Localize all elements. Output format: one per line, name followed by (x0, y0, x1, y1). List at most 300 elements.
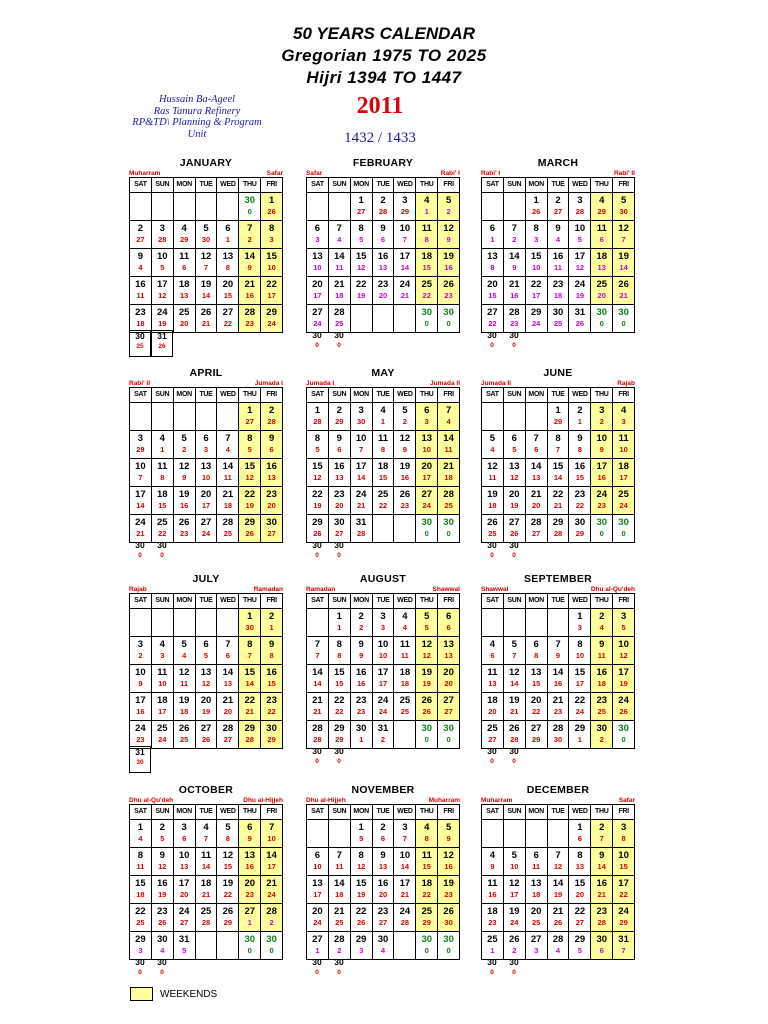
hijri-day: 29 (597, 207, 606, 216)
gregorian-day: 25 (596, 279, 608, 290)
day-header: MON (526, 805, 548, 819)
gregorian-day: 26 (178, 517, 190, 528)
hijri-day: 30 (619, 207, 628, 216)
hijri-month-end: Rajab (617, 380, 635, 387)
empty-cell (613, 305, 634, 332)
hijri-day: 5 (577, 946, 582, 955)
hijri-day: 24 (201, 529, 211, 538)
gregorian-day: 28 (222, 517, 234, 528)
overflow-cell (328, 746, 350, 766)
gregorian-day: 1 (137, 822, 144, 833)
gregorian-day: 16 (266, 461, 277, 472)
day-cell (152, 249, 174, 276)
day-cell (196, 249, 218, 276)
day-cell (152, 277, 174, 304)
hijri-day: 20 (335, 501, 344, 510)
gregorian-day: 15 (135, 878, 146, 889)
day-cell (307, 459, 329, 486)
gregorian-day: 17 (135, 489, 146, 500)
hijri-day: 5 (160, 263, 165, 272)
day-cell (438, 876, 459, 903)
day-cell (394, 403, 416, 430)
week-row (307, 277, 459, 305)
day-cell (613, 637, 634, 664)
hijri-day: 1 (577, 735, 582, 744)
day-header: SUN (152, 388, 174, 402)
day-cell (482, 904, 504, 931)
hijri-day: 7 (402, 235, 407, 244)
gregorian-day: 20 (530, 695, 542, 706)
day-header-row (307, 388, 459, 403)
hijri-day: 14 (201, 291, 211, 300)
day-header: SAT (307, 178, 329, 192)
hijri-day: 13 (488, 679, 497, 688)
hijri-day: 29 (136, 445, 145, 454)
hijri-day: 3 (577, 623, 582, 632)
day-cell (548, 193, 570, 220)
day-cell (329, 665, 351, 692)
day-cell (438, 221, 459, 248)
gregorian-day: 7 (314, 639, 321, 650)
day-cell (196, 820, 218, 847)
day-header: MON (174, 388, 196, 402)
gregorian-day: 30 (509, 330, 519, 340)
day-cell (261, 305, 282, 332)
hijri-day: 11 (136, 291, 145, 300)
gregorian-day: 7 (225, 639, 231, 650)
day-cell (504, 249, 526, 276)
hijri-day: 28 (597, 918, 606, 927)
day-cell (239, 693, 261, 720)
day-cell (239, 848, 261, 875)
hijri-day: 15 (422, 862, 431, 871)
hijri-day: 2 (380, 735, 386, 744)
gregorian-day: 7 (555, 639, 561, 650)
day-header: WED (569, 594, 591, 608)
day-cell (504, 848, 526, 875)
gregorian-day: 8 (577, 639, 583, 650)
week-row (482, 487, 634, 515)
hijri-month-start: Rabi' II (129, 380, 151, 387)
hijri-day: 29 (553, 417, 563, 426)
day-cell (526, 277, 548, 304)
gregorian-day: 3 (159, 223, 165, 234)
day-cell (196, 221, 218, 248)
hijri-day: 0 (337, 969, 341, 976)
day-header: FRI (266, 597, 277, 604)
empty-cell (373, 515, 395, 542)
hijri-day: 0 (599, 529, 604, 538)
hijri-day: 5 (577, 235, 582, 244)
gregorian-day: 12 (399, 433, 411, 444)
day-cell (307, 637, 329, 664)
hijri-day: 3 (269, 235, 274, 244)
hijri-day: 17 (313, 291, 322, 300)
overflow-cell (151, 330, 173, 357)
hijri-day: 22 (267, 707, 276, 716)
hijri-day: 11 (335, 862, 344, 871)
gregorian-day: 4 (159, 639, 165, 650)
hijri-day: 17 (378, 679, 388, 688)
hijri-day: 17 (531, 291, 541, 300)
hijri-day: 2 (337, 946, 342, 955)
hijri-day: 18 (597, 679, 606, 688)
gregorian-day: 13 (487, 251, 498, 262)
day-header: SAT (130, 805, 152, 819)
gregorian-day: 9 (599, 850, 605, 861)
gregorian-day: 23 (574, 489, 586, 500)
day-cell (329, 932, 351, 959)
hijri-day: 0 (446, 735, 451, 744)
gregorian-day: 2 (358, 611, 364, 622)
week-row (482, 665, 634, 693)
hijri-day: 1 (225, 235, 230, 244)
gregorian-day: 30 (266, 517, 277, 528)
day-cell (591, 876, 613, 903)
day-header: SAT (307, 805, 329, 819)
hijri-day: 28 (313, 417, 322, 426)
hijri-day: 10 (313, 862, 322, 871)
hijri-day: 15 (378, 473, 388, 482)
gregorian-day: 13 (443, 639, 454, 650)
gregorian-day: 30 (618, 307, 629, 318)
day-header: SUN (329, 594, 351, 608)
hijri-day: 16 (510, 291, 519, 300)
week-row (482, 876, 634, 904)
hijri-day: 27 (245, 417, 254, 426)
month-name: MAY (371, 367, 395, 379)
hijri-day: 0 (269, 946, 274, 955)
hijri-day: 5 (160, 834, 165, 843)
gregorian-day: 11 (421, 850, 432, 861)
hijri-day: 23 (179, 529, 189, 538)
day-cell (261, 665, 282, 692)
hijri-day: 24 (422, 501, 431, 510)
hijri-day: 7 (203, 263, 209, 272)
hijri-day: 22 (422, 291, 431, 300)
gregorian-day: 25 (421, 279, 433, 290)
month-grid (306, 177, 460, 333)
month-grid (129, 387, 283, 543)
hijri-day: 19 (245, 501, 254, 510)
hijri-day: 22 (158, 529, 167, 538)
day-header: MON (174, 178, 196, 192)
hijri-day: 4 (555, 235, 561, 244)
hijri-day: 1 (160, 445, 165, 454)
day-cell (196, 693, 218, 720)
day-cell (394, 848, 416, 875)
day-cell (351, 515, 373, 542)
hijri-day: 6 (599, 235, 604, 244)
hijri-day: 28 (356, 529, 366, 538)
gregorian-day: 25 (178, 307, 190, 318)
week-row (307, 693, 459, 721)
gregorian-day: 3 (358, 405, 364, 416)
gregorian-day: 2 (159, 822, 165, 833)
gregorian-day: 25 (157, 723, 168, 734)
gregorian-day: 4 (159, 433, 165, 444)
hijri-day: 29 (335, 735, 344, 744)
day-cell (394, 904, 416, 931)
gregorian-day: 6 (225, 223, 231, 234)
gregorian-day: 11 (179, 251, 190, 262)
day-cell (217, 515, 239, 542)
day-cell (307, 721, 329, 748)
month-grid (481, 593, 635, 749)
hijri-day: 1 (315, 946, 320, 955)
gregorian-day: 1 (314, 405, 321, 416)
empty-cell (196, 403, 218, 430)
gregorian-day: 6 (489, 223, 496, 234)
day-cell (174, 721, 196, 748)
gregorian-day: 5 (181, 639, 187, 650)
hijri-day: 6 (577, 834, 582, 843)
day-header: SUN (329, 388, 351, 402)
day-cell (504, 637, 526, 664)
day-cell (548, 431, 570, 458)
overflow-cell (503, 746, 525, 766)
day-cell (504, 904, 526, 931)
hijri-month-end: Dhu al-Hijjeh (243, 797, 283, 804)
hijri-day: 26 (575, 319, 585, 328)
gregorian-day: 10 (596, 433, 608, 444)
week-row (307, 403, 459, 431)
gregorian-day: 25 (200, 906, 212, 917)
day-cell (261, 193, 282, 220)
hijri-day: 3 (138, 946, 143, 955)
gregorian-day: 28 (509, 307, 520, 318)
gregorian-day: 16 (355, 667, 367, 678)
day-cell (152, 221, 174, 248)
day-cell (174, 221, 196, 248)
day-cell (152, 459, 174, 486)
hijri-day: 22 (335, 707, 344, 716)
month-name: JANUARY (179, 157, 233, 169)
hijri-day: 16 (444, 862, 453, 871)
hijri-day: 5 (621, 623, 626, 632)
day-cell (613, 693, 634, 720)
gregorian-day: 15 (355, 251, 367, 262)
gregorian-day: 14 (552, 667, 564, 678)
month-name: DECEMBER (526, 784, 590, 796)
day-cell (569, 848, 591, 875)
day-header: SAT (130, 388, 152, 402)
gregorian-day: 11 (377, 433, 389, 444)
day-header-row (130, 805, 282, 820)
gregorian-day: 4 (620, 405, 627, 416)
day-header: THU (416, 178, 438, 192)
day-cell (217, 305, 239, 332)
gregorian-day: 8 (247, 433, 253, 444)
day-cell (613, 932, 634, 959)
gregorian-day: 15 (312, 461, 323, 472)
day-cell (329, 637, 351, 664)
gregorian-day: 11 (157, 667, 168, 678)
day-header-row (307, 594, 459, 609)
gregorian-day: 26 (509, 723, 520, 734)
gregorian-day: 30 (157, 540, 167, 550)
day-cell (261, 820, 282, 847)
gregorian-day: 30 (421, 307, 433, 318)
day-cell (152, 932, 174, 959)
gregorian-day: 11 (421, 223, 432, 234)
empty-cell (438, 721, 459, 748)
hijri-day: 12 (553, 862, 563, 871)
day-cell (351, 221, 373, 248)
day-header: TUE (548, 178, 570, 192)
gregorian-day: 29 (355, 934, 367, 945)
day-cell (152, 665, 174, 692)
day-cell (152, 876, 174, 903)
gregorian-day: 31 (178, 934, 190, 945)
day-cell (416, 403, 438, 430)
week-row (130, 665, 282, 693)
hijri-day: 2 (512, 235, 517, 244)
gregorian-day: 5 (225, 822, 231, 833)
day-cell (174, 876, 196, 903)
gregorian-day: 12 (443, 223, 454, 234)
day-header-row (482, 178, 634, 193)
gregorian-day: 10 (618, 639, 629, 650)
hijri-day: 19 (510, 501, 519, 510)
day-header: WED (394, 594, 416, 608)
empty-cell (416, 515, 438, 542)
hijri-day: 21 (400, 291, 410, 300)
hijri-month-end: Safar (618, 797, 635, 804)
hijri-day: 16 (444, 263, 453, 272)
hijri-day: 15 (531, 679, 541, 688)
hijri-day: 18 (136, 319, 145, 328)
hijri-day: 1 (490, 946, 495, 955)
gregorian-day: 30 (157, 957, 167, 967)
day-cell (174, 820, 196, 847)
day-cell (548, 848, 570, 875)
gregorian-day: 31 (377, 723, 389, 734)
day-header: TUE (196, 594, 218, 608)
gregorian-day: 19 (618, 251, 629, 262)
gregorian-day: 3 (137, 639, 144, 650)
day-cell (373, 609, 395, 636)
day-cell (394, 693, 416, 720)
gregorian-day: 18 (487, 906, 498, 917)
week-row (307, 487, 459, 515)
week-row (482, 249, 634, 277)
hijri-day: 27 (553, 207, 563, 216)
hijri-day: 14 (245, 679, 254, 688)
day-header-row (482, 594, 634, 609)
gregorian-day: 5 (181, 433, 187, 444)
day-cell (307, 932, 329, 959)
gregorian-day: 2 (577, 405, 583, 416)
hijri-day: 6 (225, 651, 230, 660)
gregorian-day: 16 (596, 667, 608, 678)
gregorian-day: 3 (137, 433, 144, 444)
week-row (482, 609, 634, 637)
gregorian-day: 8 (555, 433, 561, 444)
gregorian-day: 16 (157, 878, 168, 889)
gregorian-day: 22 (334, 695, 345, 706)
hijri-day: 10 (201, 473, 211, 482)
author-name: Hussain Ba-Ageel (158, 94, 236, 105)
day-cell (130, 665, 152, 692)
hijri-day: 28 (575, 207, 585, 216)
hijri-day: 11 (335, 263, 344, 272)
day-cell (569, 515, 591, 542)
hijri-day: 21 (201, 319, 211, 328)
day-cell (217, 904, 239, 931)
hijri-day: 8 (160, 473, 165, 482)
hijri-day: 8 (269, 651, 274, 660)
empty-cell (152, 193, 174, 220)
gregorian-day: 6 (511, 433, 517, 444)
hijri-day: 12 (356, 263, 366, 272)
gregorian-day: 30 (312, 330, 322, 340)
gregorian-day: 17 (618, 667, 629, 678)
day-cell (196, 459, 218, 486)
hijri-day: 21 (201, 890, 211, 899)
week-row (130, 193, 282, 221)
gregorian-day: 6 (445, 611, 452, 622)
day-cell (548, 277, 570, 304)
empty-cell (504, 609, 526, 636)
hijri-day: 18 (400, 679, 410, 688)
week-row (307, 431, 459, 459)
day-header: WED (569, 388, 591, 402)
day-cell (569, 721, 591, 748)
gregorian-day: 28 (552, 934, 564, 945)
month-grid (481, 804, 635, 960)
hijri-day: 18 (553, 291, 563, 300)
week-row (130, 721, 282, 748)
day-cell (373, 932, 395, 959)
day-header: WED (394, 178, 416, 192)
day-header: MON (526, 178, 548, 192)
gregorian-day: 2 (555, 195, 561, 206)
hijri-day: 0 (512, 758, 516, 765)
hijri-month-end: Rabi' II (613, 170, 635, 177)
empty-cell (130, 609, 152, 636)
day-cell (438, 431, 459, 458)
empty-cell (482, 403, 504, 430)
hijri-day: 16 (136, 707, 145, 716)
day-cell (239, 721, 261, 748)
day-cell (217, 693, 239, 720)
hijri-day: 6 (534, 445, 539, 454)
week-row (482, 820, 634, 848)
day-cell (416, 637, 438, 664)
hijri-day: 5 (359, 834, 364, 843)
hijri-day: 19 (356, 291, 366, 300)
day-cell (261, 848, 282, 875)
hijri-day: 0 (446, 319, 451, 328)
day-cell (482, 459, 504, 486)
hijri-day: 13 (531, 473, 541, 482)
hijri-month-start: Dhu al-Hijjeh (306, 797, 346, 804)
gregorian-day: 5 (511, 639, 517, 650)
hijri-day: 11 (488, 473, 497, 482)
hijri-day: 25 (335, 918, 344, 927)
hijri-day: 23 (553, 707, 563, 716)
gregorian-day: 15 (244, 667, 256, 678)
week-row (482, 459, 634, 487)
gregorian-day: 5 (620, 195, 627, 206)
empty-cell (239, 193, 261, 220)
hijri-day: 24 (267, 319, 276, 328)
hijri-day: 28 (245, 735, 254, 744)
hijri-day: 9 (138, 679, 143, 688)
hijri-day: 21 (619, 291, 628, 300)
week-row (482, 848, 634, 876)
